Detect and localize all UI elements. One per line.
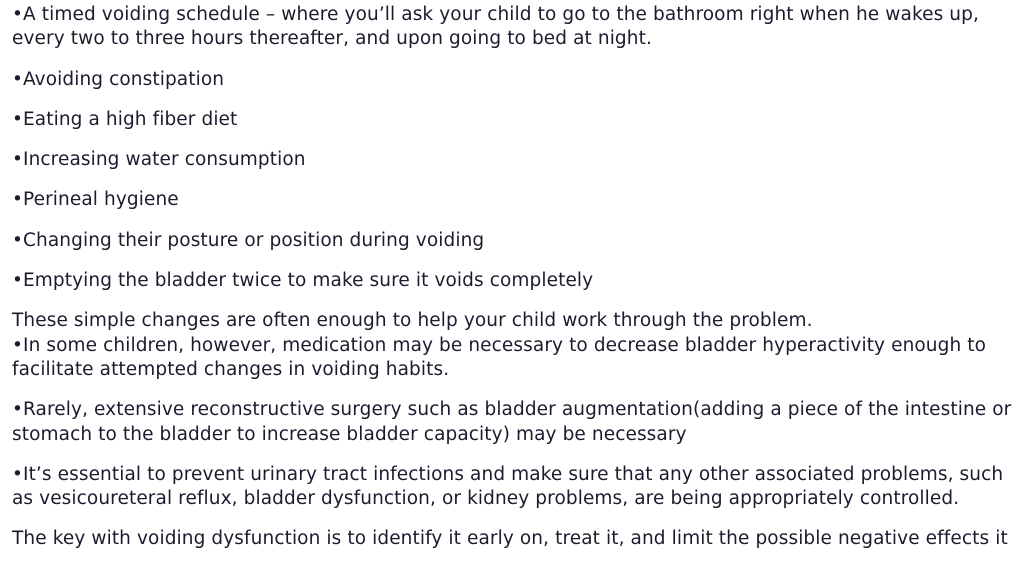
bullet-high-fiber-diet: •Eating a high fiber diet <box>12 108 238 130</box>
bullet-prevent-uti: •It’s essential to prevent urinary tract infections and make sure that any other associated problems, such as vesicoureteral reflux, bladder dysfunction, or kidney problems, are being appropriately controlled. <box>12 463 1004 510</box>
bullet-perineal-hygiene: •Perineal hygiene <box>12 189 179 211</box>
summary-simple-changes: These simple changes are often enough to help your child work through the problem. <box>12 310 813 332</box>
conclusion-key: The key with voiding dysfunction is to identify it early on, treat it, and limit the possible negative effects it <box>12 528 1008 550</box>
bullet-medication: •In some children, however, medication may be necessary to decrease bladder hyperactivity enough to facilitate attempted changes in voiding habits. <box>12 334 987 380</box>
bullet-surgery: •Rarely, extensive reconstructive surgery such as bladder augmentation(adding a piece of the intestine or stomach to the bladder to increase bladder capacity) may be necessary <box>12 399 1012 445</box>
bullet-avoiding-constipation: •Avoiding constipation <box>12 68 225 90</box>
bullet-posture: •Changing their posture or position during voiding <box>12 229 485 251</box>
bullet-timed-voiding: •A timed voiding schedule – where you’ll ask your child to go to the bathroom right when he wakes up, every two to three hours thereafter, and upon going to bed at night. <box>12 4 979 50</box>
bullet-emptying-bladder: •Emptying the bladder twice to make sure it voids completely <box>12 270 594 292</box>
bullet-water-consumption: •Increasing water consumption <box>12 149 306 171</box>
